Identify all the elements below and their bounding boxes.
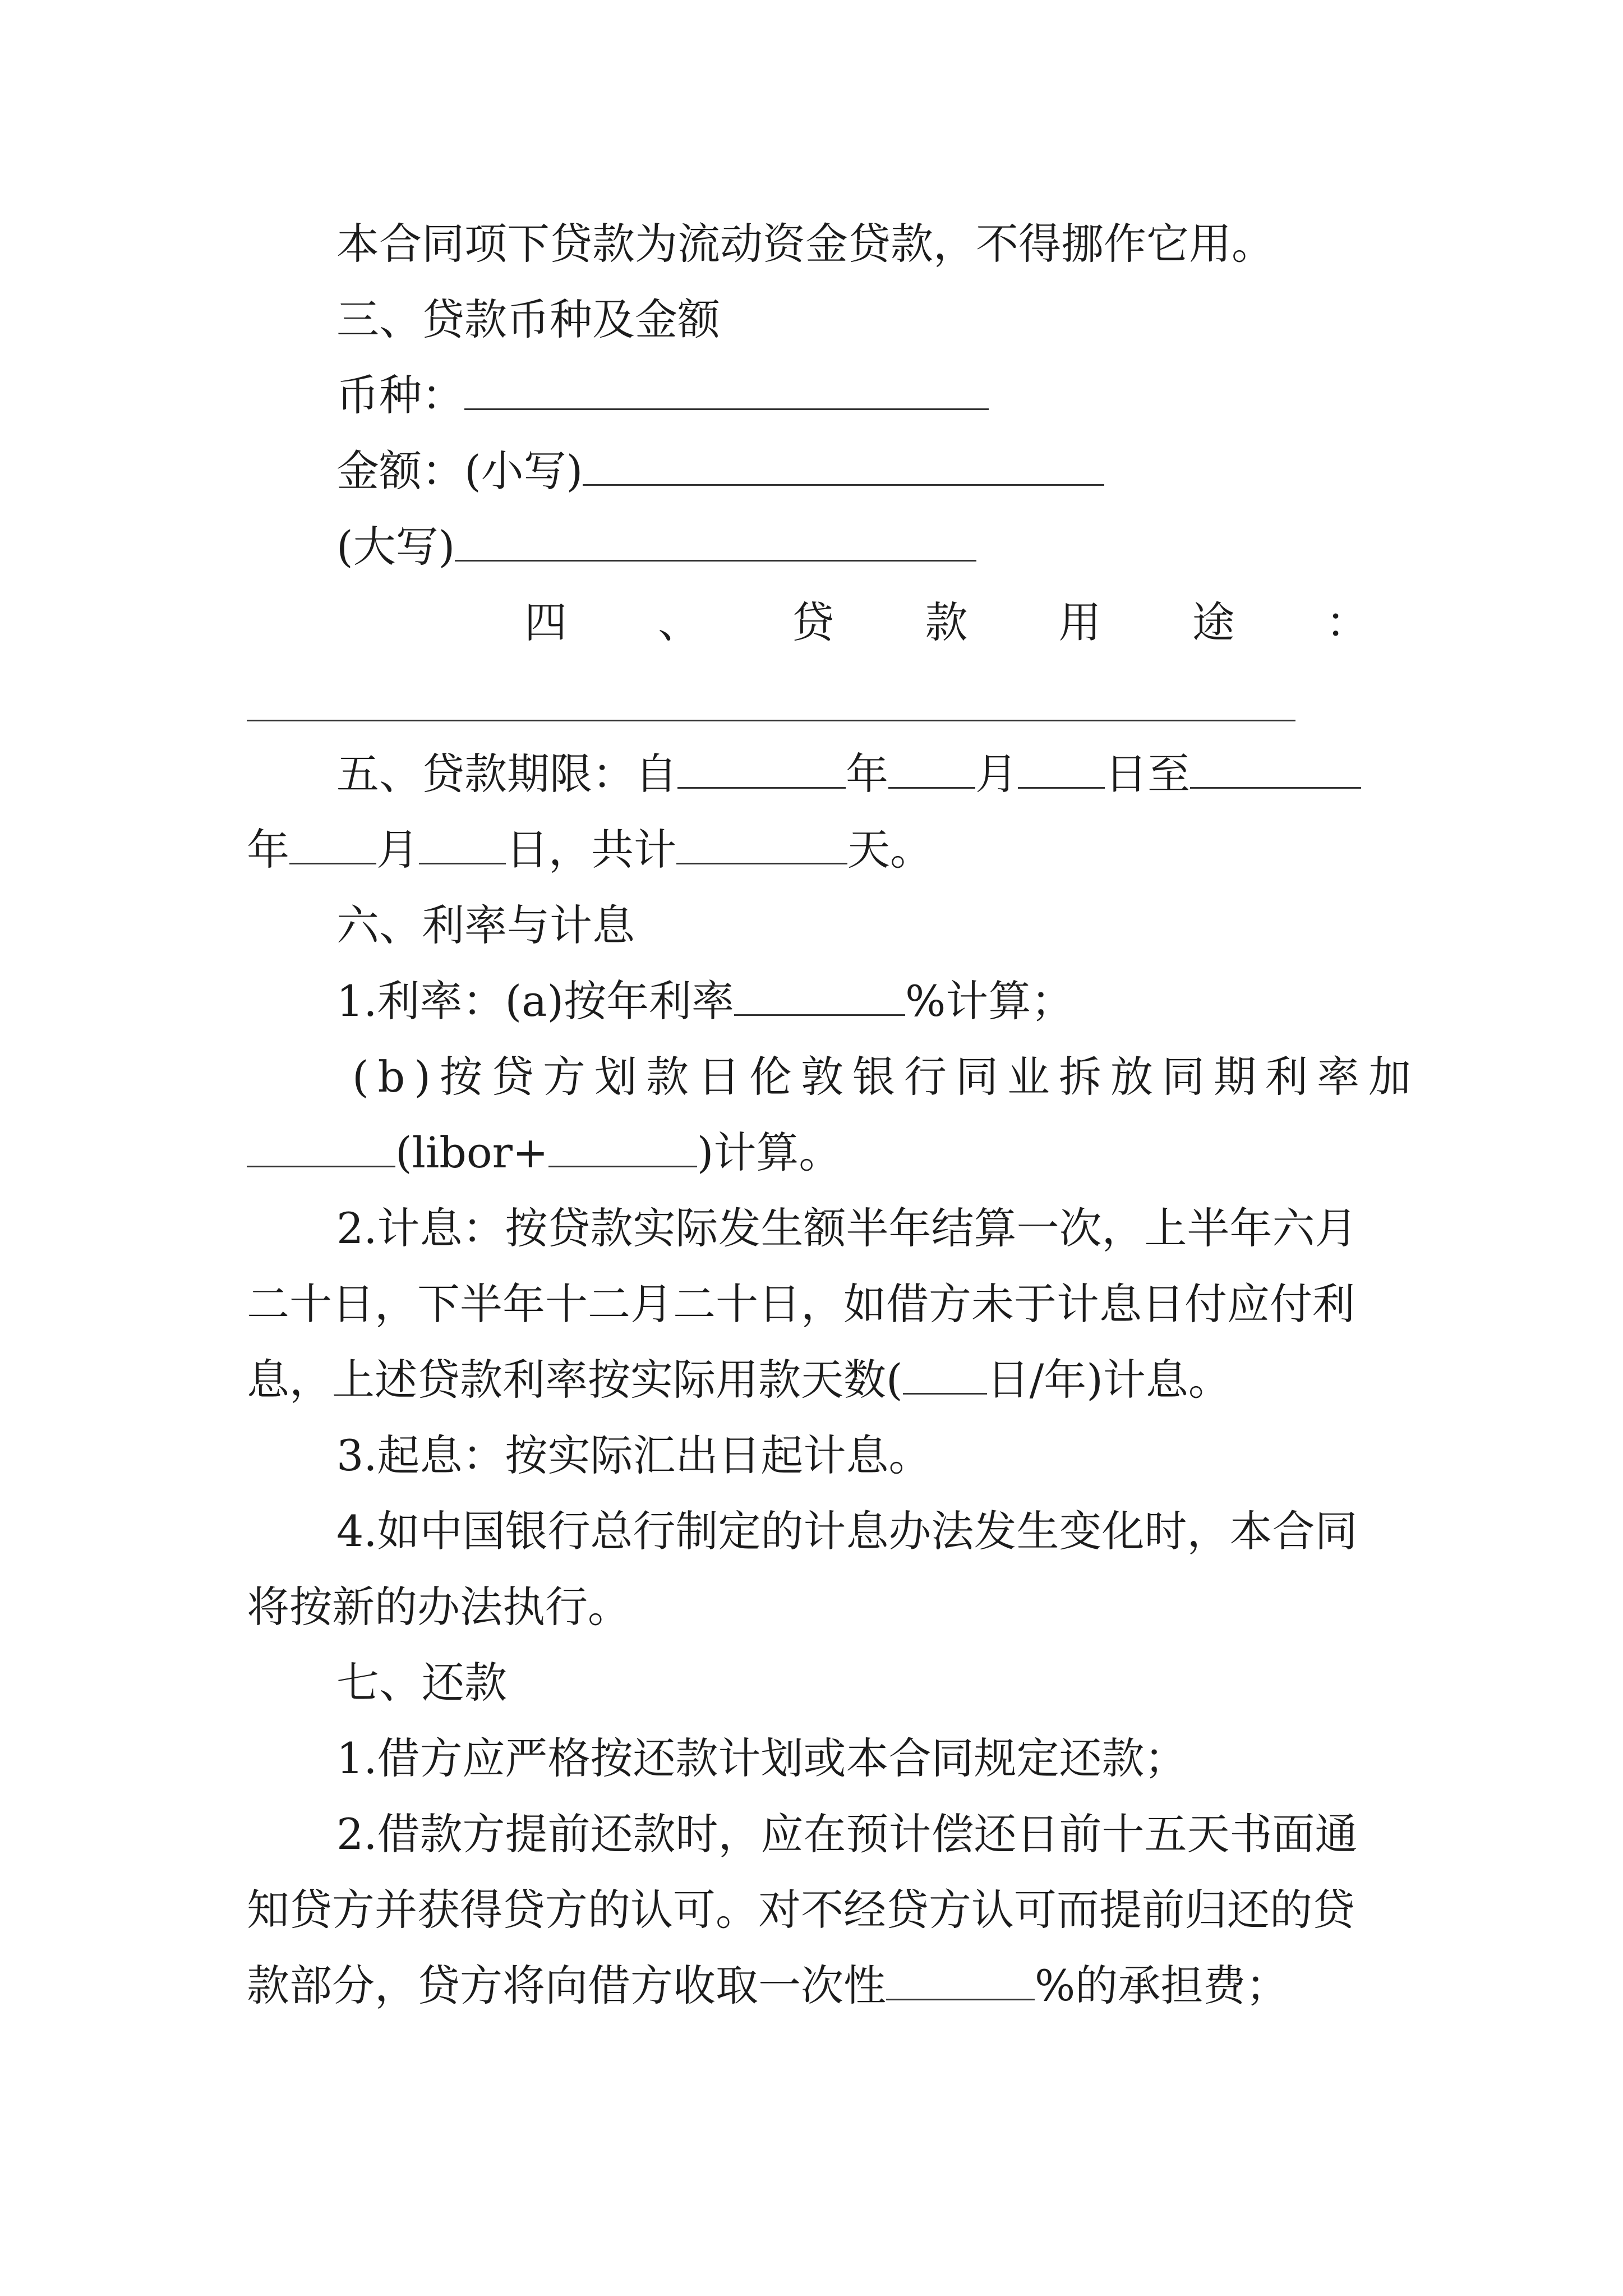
term-year: 年 [846, 749, 888, 799]
term-day-total: 日，共计 [506, 825, 676, 875]
start-interest: 3.起息：按实际汇出日起计息。 [336, 1430, 932, 1480]
repayment-item-2-line-1: 2.借款方提前还款时，应在预计偿还日前十五天书面通 [336, 1809, 1358, 1859]
libor-prefix: (libor+ [395, 1128, 548, 1177]
libor-suffix: )计算。 [697, 1128, 842, 1177]
calc-line-3a: 息，上述贷款利率按实际用款天数( [247, 1355, 903, 1405]
term-label: 五、贷款期限：自 [336, 749, 677, 799]
calc-line-1: 2.计息：按贷款实际发生额半年结算一次，上半年六月 [336, 1203, 1358, 1253]
item2-line-3a: 款部分，贷方将向借方收取一次性 [247, 1961, 886, 2010]
section-6-heading: 六、利率与计息 [336, 900, 635, 950]
change-line-1: 4.如中国银行总行制定的计息办法发生变化时，本合同 [336, 1506, 1358, 1556]
purpose-note: 本合同项下贷款为流动资金贷款，不得挪作它用。 [336, 219, 1274, 269]
calc-line-2: 二十日，下半年十二月二十日，如借方未于计息日付应付利 [247, 1279, 1355, 1329]
libor-margin-blank [247, 1132, 395, 1167]
term-end-day-blank [419, 829, 506, 864]
rate-b-row [352, 1049, 1420, 1105]
day-basis-blank [903, 1359, 987, 1395]
amount-blank [583, 450, 1104, 486]
repayment-item-2-line-3 [247, 1958, 1385, 2014]
term-start-day-blank [1018, 753, 1105, 789]
rate-a-row [336, 973, 1385, 1029]
usage-char: 四 [524, 597, 567, 647]
term-days: 天。 [847, 825, 933, 875]
term-end-month-blank [289, 829, 376, 864]
uppercase-label: (大写) [336, 522, 455, 572]
term-year: 年 [247, 825, 289, 875]
usage-char: 贷 [791, 597, 834, 647]
calc-line-3b: 日/年)计息。 [986, 1355, 1231, 1405]
section-3-heading: 三、贷款币种及金额 [336, 295, 720, 344]
usage-blank [247, 720, 1295, 721]
amount-label: 金额：(小写) [336, 446, 583, 496]
term-row-2 [247, 822, 1385, 878]
libor-row [247, 1125, 1385, 1181]
repayment-item-1: 1.借方应严格按还款计划或本合同规定还款； [336, 1733, 1187, 1783]
currency-row [336, 367, 1385, 424]
usage-char: ： [1325, 597, 1368, 647]
usage-char: 用 [1058, 597, 1101, 647]
term-days-blank [676, 829, 847, 864]
libor-plus-blank [548, 1132, 697, 1167]
usage-char: 、 [658, 597, 701, 647]
repayment-item-2-line-2: 知贷方并获得贷方的认可。对不经贷方认可而提前归还的贷 [247, 1885, 1355, 1935]
usage-char: 款 [925, 597, 968, 647]
term-start-year-blank [677, 753, 846, 789]
usage-char: 途 [1192, 597, 1235, 647]
rate-b-text: (b)按贷方划款日伦敦银行同业拆放同期利率加 [352, 1052, 1420, 1102]
term-start-month-blank [888, 753, 975, 789]
rate-a-prefix: 1.利率：(a)按年利率 [336, 976, 735, 1026]
uppercase-row [336, 519, 1385, 575]
term-day-to: 日至 [1105, 749, 1190, 799]
section-7-heading: 七、还款 [336, 1658, 507, 1708]
term-row-1 [336, 746, 1385, 802]
change-line-2: 将按新的办法执行。 [247, 1582, 630, 1632]
rate-a-suffix: %计算； [905, 976, 1074, 1026]
section-4-heading [524, 595, 1368, 651]
calc-line-3 [247, 1352, 1385, 1408]
uppercase-blank [455, 526, 976, 562]
currency-blank [464, 375, 989, 410]
term-month: 月 [376, 825, 419, 875]
currency-label: 币种： [336, 370, 464, 420]
item2-line-3b: %的承担费； [1035, 1961, 1289, 2010]
commitment-fee-blank [886, 1965, 1035, 2000]
term-month: 月 [975, 749, 1018, 799]
amount-row [336, 443, 1385, 499]
rate-a-blank [734, 981, 905, 1016]
term-end-year-blank [1190, 753, 1361, 789]
